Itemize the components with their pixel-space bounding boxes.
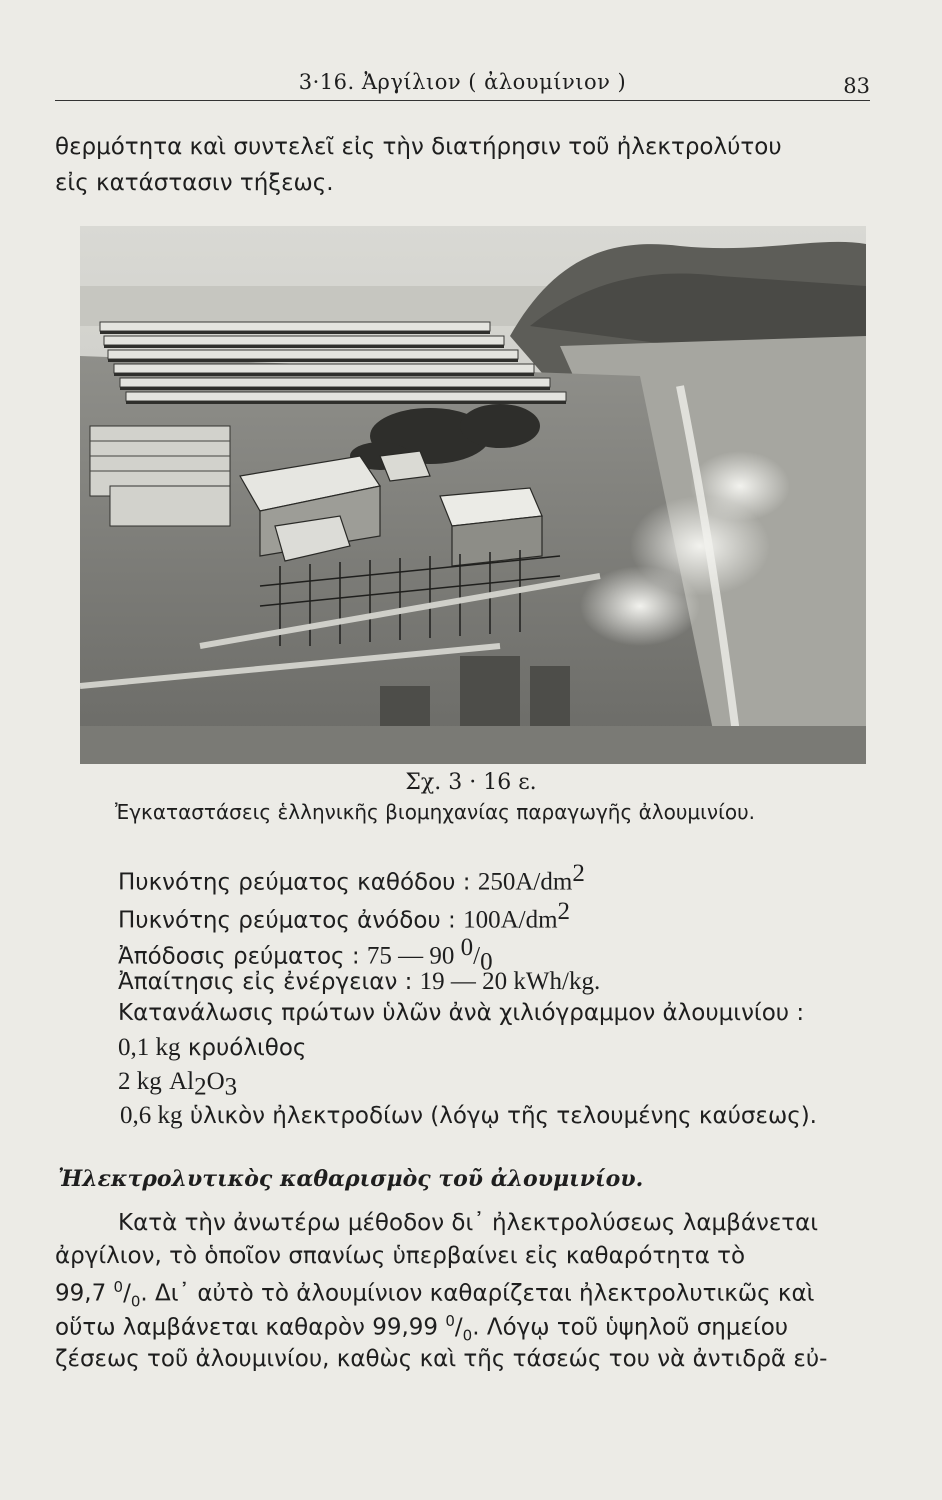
- material-cryolite: [118, 1034, 306, 1062]
- percent-slash: /: [454, 1314, 463, 1341]
- spec-anode-density: [118, 898, 570, 935]
- percent-sup: 0: [113, 1278, 124, 1296]
- paragraph-text: . Λόγῳ τοῦ ὑψηλοῦ σημείου: [472, 1314, 789, 1341]
- spec-label: Ἀπόδοσις ρεύματος :: [118, 943, 360, 970]
- spec-sup: 2: [557, 898, 571, 925]
- formula-sub: 3: [224, 1073, 238, 1101]
- spec-sup: 2: [572, 860, 585, 887]
- paragraph-line: [55, 1312, 788, 1344]
- factory-photo: [80, 226, 866, 764]
- spec-consumption: Κατανάλωσις πρώτων ὑλῶν ἀνὰ χιλιόγραμμον ἀλουμινίου :: [118, 1000, 805, 1026]
- running-title: 3·16. Ἀργίλιον ( ἀλουμίνιον ): [298, 70, 627, 94]
- figure-label: Σχ. 3 · 16 ε.: [405, 770, 537, 795]
- spec-sup: 0: [460, 934, 474, 961]
- running-head: [55, 70, 870, 101]
- spec-label: Ἀπαίτησις εἰς ἐνέργειαν :: [118, 969, 413, 995]
- spec-value: 75 — 90: [366, 942, 461, 970]
- formula-al: Al: [169, 1068, 195, 1095]
- section-heading: Ἠλεκτρολυτικὸς καθαρισμὸς τοῦ ἀλουμινίου.: [58, 1166, 644, 1192]
- purity-value: 99,7: [55, 1280, 114, 1307]
- spec-sub: 0: [480, 948, 493, 976]
- spec-slash: /: [473, 942, 481, 970]
- material-name: κρυόλιθος: [187, 1035, 307, 1061]
- paragraph-text: οὕτω λαμβάνεται καθαρὸν 99,99: [55, 1314, 446, 1341]
- spec-label: Πυκνότης ρεύματος ἀνόδου :: [118, 907, 456, 934]
- material-qty: 0,6 kg: [120, 1102, 183, 1129]
- paragraph-line: ἀργίλιον, τὸ ὁποῖον σπανίως ὑπερβαίνει εἰς καθαρότητα τὸ: [55, 1243, 746, 1269]
- paragraph-line: Κατὰ τὴν ἀνωτέρω μέθοδον δι᾿ ἠλεκτρολύσεως λαμβάνεται: [118, 1210, 819, 1236]
- text-line: θερμότητα καὶ συντελεῖ εἰς τὴν διατήρησιν τοῦ ἠλεκτρολύτου: [55, 134, 782, 160]
- spec-value: 250A/dm: [477, 868, 573, 896]
- percent-sup: 0: [445, 1312, 455, 1330]
- paragraph-line: [55, 1278, 814, 1310]
- percent-sub: 0: [130, 1292, 141, 1311]
- percent-sub: 0: [462, 1326, 473, 1345]
- factory-photo-drawing: [80, 226, 866, 764]
- paragraph-line: ζέσεως τοῦ ἀλουμινίου, καθὼς καὶ τῆς τάσεώς του νὰ ἀντιδρᾶ εὐ-: [55, 1346, 828, 1372]
- paragraph-text: . Δι᾿ αὐτὸ τὸ ἀλουμίνιον καθαρίζεται ἠλεκτρολυτικῶς καὶ: [140, 1280, 815, 1307]
- percent-slash: /: [123, 1280, 131, 1307]
- formula-o: O: [206, 1068, 225, 1095]
- material-name: ὑλικὸν ἠλεκτροδίων (λόγῳ τῆς τελουμένης καύσεως).: [189, 1103, 817, 1129]
- material-electrodes: [120, 1102, 817, 1130]
- spec-energy: [118, 968, 600, 996]
- spec-label: Πυκνότης ρεύματος καθόδου :: [118, 869, 471, 896]
- spec-cathode-density: [118, 860, 585, 897]
- material-qty: 0,1 kg: [118, 1034, 181, 1061]
- material-alumina: [118, 1068, 237, 1102]
- spec-value: 100A/dm: [463, 906, 558, 934]
- formula-sub: 2: [194, 1073, 207, 1101]
- spec-value: 19 — 20 kWh/kg.: [419, 968, 601, 995]
- figure-caption: Ἐγκαταστάσεις ἑλληνικῆς βιομηχανίας παραγωγῆς ἀλουμινίου.: [115, 800, 755, 824]
- text-line: εἰς κατάστασιν τήξεως.: [55, 170, 334, 196]
- material-qty: 2 kg: [118, 1068, 162, 1095]
- page-number: 83: [843, 74, 870, 98]
